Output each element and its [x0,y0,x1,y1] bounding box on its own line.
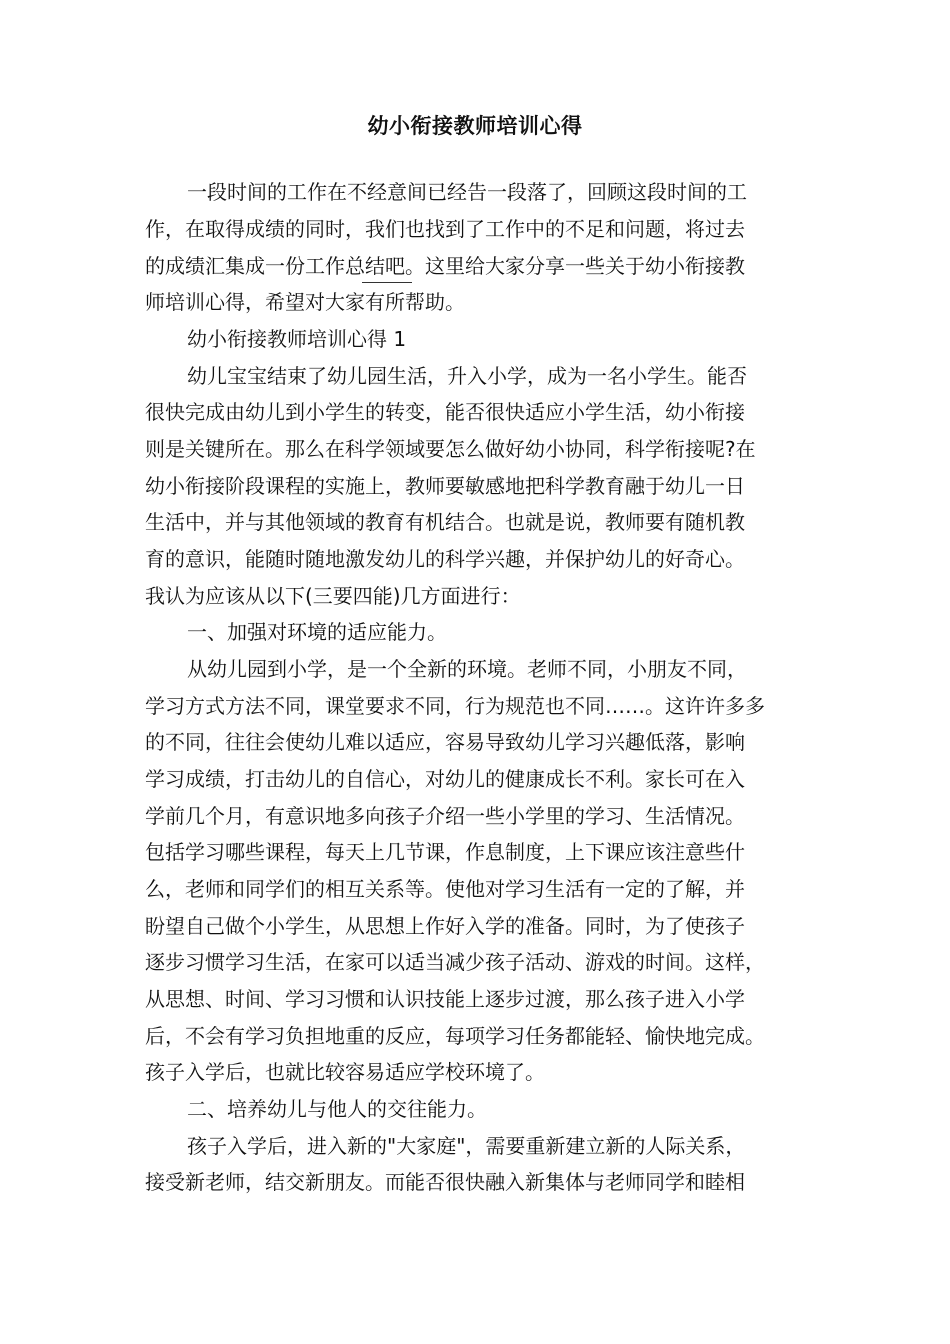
paragraph-line: 包括学习哪些课程，每天上几节课，作息制度，上下课应该注意些什 [145,840,745,864]
underline-mark [362,282,412,283]
section-heading: 一、加强对环境的适应能力。 [187,620,447,644]
paragraph-line: 的成绩汇集成一份工作总结吧。这里给大家分享一些关于幼小衔接教 [145,254,745,278]
paragraph-line: 我认为应该从以下(三要四能)几方面进行： [145,584,521,608]
paragraph-line: 学习成绩，打击幼儿的自信心，对幼儿的健康成长不利。家长可在入 [145,767,745,791]
paragraph-line: 接受新老师，结交新朋友。而能否很快融入新集体与老师同学和睦相 [145,1170,745,1194]
paragraph-line: 幼小衔接阶段课程的实施上，教师要敏感地把科学教育融于幼儿一日 [145,474,745,498]
paragraph-line: 作，在取得成绩的同时，我们也找到了工作中的不足和问题，将过去 [145,217,745,241]
paragraph-line: 孩子入学后，也就比较容易适应学校环境了。 [145,1060,545,1084]
paragraph-line: 盼望自己做个小学生，从思想上作好入学的准备。同时，为了使孩子 [145,914,745,938]
paragraph-line: 则是关键所在。那么在科学领域要怎么做好幼小协同，科学衔接呢?在 [145,437,756,461]
paragraph-line: 从思想、时间、学习习惯和认识技能上逐步过渡，那么孩子进入小学 [145,987,745,1011]
paragraph-line: 的不同，往往会使幼儿难以适应，容易导致幼儿学习兴趣低落，影响 [145,730,745,754]
paragraph-line: 逐步习惯学习生活，在家可以适当减少孩子活动、游戏的时间。这样， [145,950,765,974]
section-heading: 幼小衔接教师培训心得 1 [187,327,407,351]
paragraph-line: 孩子入学后，进入新的"大家庭"，需要重新建立新的人际关系， [187,1134,746,1158]
paragraph-line: 师培训心得，希望对大家有所帮助。 [145,290,465,314]
paragraph-line: 学习方式方法不同，课堂要求不同，行为规范也不同……。这许许多多 [145,694,765,718]
paragraph-line: 么，老师和同学们的相互关系等。使他对学习生活有一定的了解，并 [145,877,745,901]
paragraph-line: 一段时间的工作在不经意间已经告一段落了，回顾这段时间的工 [187,180,747,204]
paragraph-line: 幼儿宝宝结束了幼儿园生活，升入小学，成为一名小学生。能否 [187,364,747,388]
section-heading: 二、培养幼儿与他人的交往能力。 [187,1097,487,1121]
paragraph-line: 后，不会有学习负担地重的反应，每项学习任务都能轻、愉快地完成。 [145,1024,765,1048]
document-title: 幼小衔接教师培训心得 [367,114,583,138]
paragraph-line: 学前几个月，有意识地多向孩子介绍一些小学里的学习、生活情况。 [145,804,745,828]
paragraph-line: 育的意识，能随时随地激发幼儿的科学兴趣，并保护幼儿的好奇心。 [145,547,745,571]
paragraph-line: 生活中，并与其他领域的教育有机结合。也就是说，教师要有随机教 [145,510,745,534]
paragraph-line: 从幼儿园到小学，是一个全新的环境。老师不同，小朋友不同， [187,657,747,681]
paragraph-line: 很快完成由幼儿到小学生的转变，能否很快适应小学生活，幼小衔接 [145,400,745,424]
